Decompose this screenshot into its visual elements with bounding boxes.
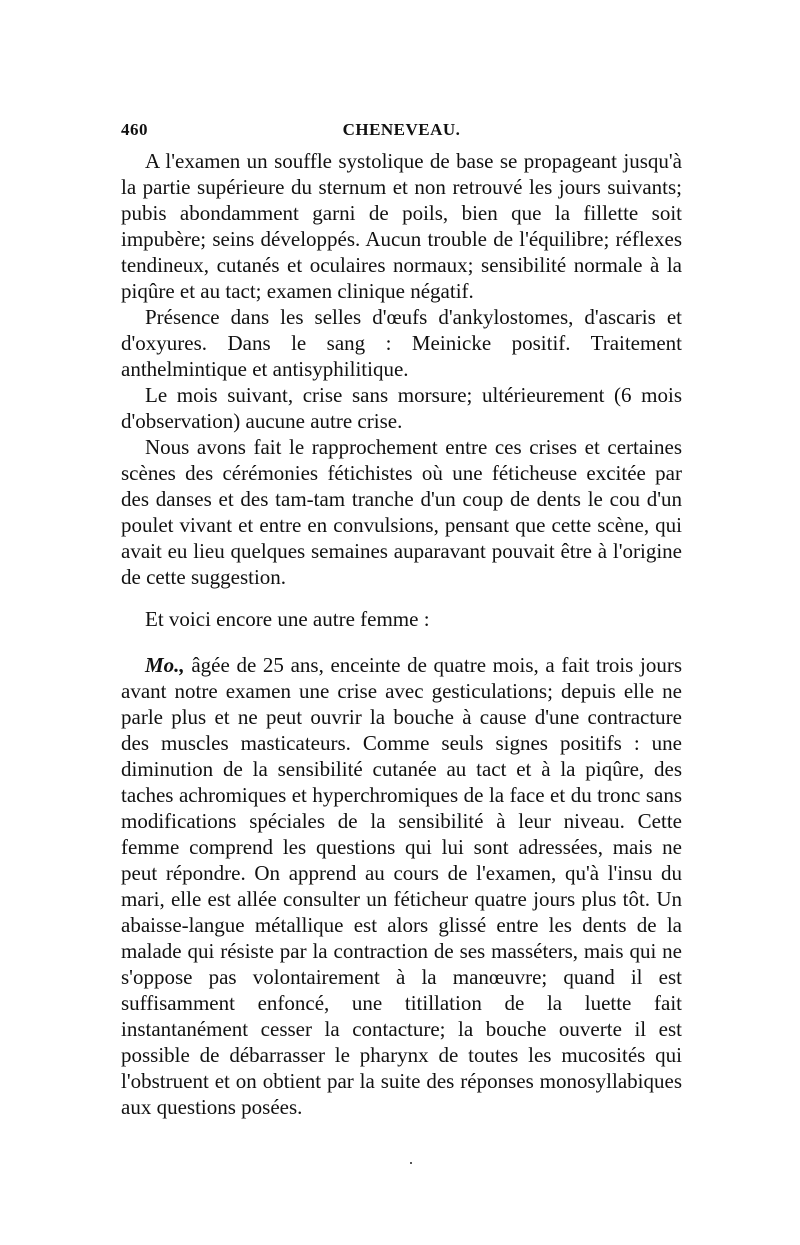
paragraph-fetish-ceremony: Nous avons fait le rapprochement entre ces crises et certaines scènes des cérémonies fétichistes où une féticheuse excitée par des danses et des tam-tam tranche d'un coup de dents le cou d'un poulet vivant et entre en convulsions, pensant que cette scène, qui avait eu lieu quelques semaines auparavant pouvait être à l'origine de cette suggestion. (121, 435, 682, 589)
case-text: âgée de 25 ans, enceinte de quatre mois, a fait trois jours avant notre examen une crise avec gesticulations; depuis elle ne parle plus et ne peut ouvrir la bouche à cause d'une contracture des muscles masticateurs. Comme seuls signes positifs : une diminution de la sensibilité cutanée au tact et à la piqûre, des taches achromiques et hyperchromiques de la face et du tronc sans modifications spéciales de la sensibilité à leur niveau. Cette femme comprend les questions qui lui sont adressées, mais ne peut répondre. On apprend au cours de l'examen, qu'à l'insu du mari, elle est allée consulter un féticheur quatre jours plus tôt. Un abaisse-langue métallique est alors glissé entre les dents de la malade qui résiste par la contraction de ses masséters, mais qui ne s'oppose pas volontairement à la manœuvre; quand il est suffisamment enfoncé, une titillation de la luette fait instantanément cesser la contacture; la bouche ouverte il est possible de débarrasser le pharynx de toutes les mucosités qui l'obstruent et on obtient par la suite des réponses monosyllabiques aux questions posées. (121, 653, 682, 1119)
paragraph-examination: A l'examen un souffle systolique de base se propageant jusqu'à la partie supérieure du sternum et non retrouvé les jours suivants; pubis abondamment garni de poils, bien que la fillette soit impubère; seins développés. Aucun trouble de l'équilibre; réflexes tendineux, cutanés et oculaires normaux; sensibilité normale à la piqûre et au tact; examen clinique négatif. (121, 149, 682, 303)
running-head (121, 118, 682, 148)
print-speck (410, 1162, 412, 1164)
book-page (121, 118, 682, 1120)
paragraph-case-mo (121, 652, 682, 1120)
page-number: 460 (121, 120, 148, 139)
paragraph-another-woman: Et voici encore une autre femme : (145, 607, 430, 631)
case-lead: Mo., (145, 653, 185, 677)
paragraph-follow-up: Le mois suivant, crise sans morsure; ultérieurement (6 mois d'observation) aucune autre crise. (121, 383, 682, 433)
running-title: CHENEVEAU. (342, 120, 461, 139)
paragraph-parasites: Présence dans les selles d'œufs d'ankylostomes, d'ascaris et d'oxyures. Dans le sang : Meinicke positif. Traitement anthelmintique et antisyphilitique. (121, 305, 682, 381)
